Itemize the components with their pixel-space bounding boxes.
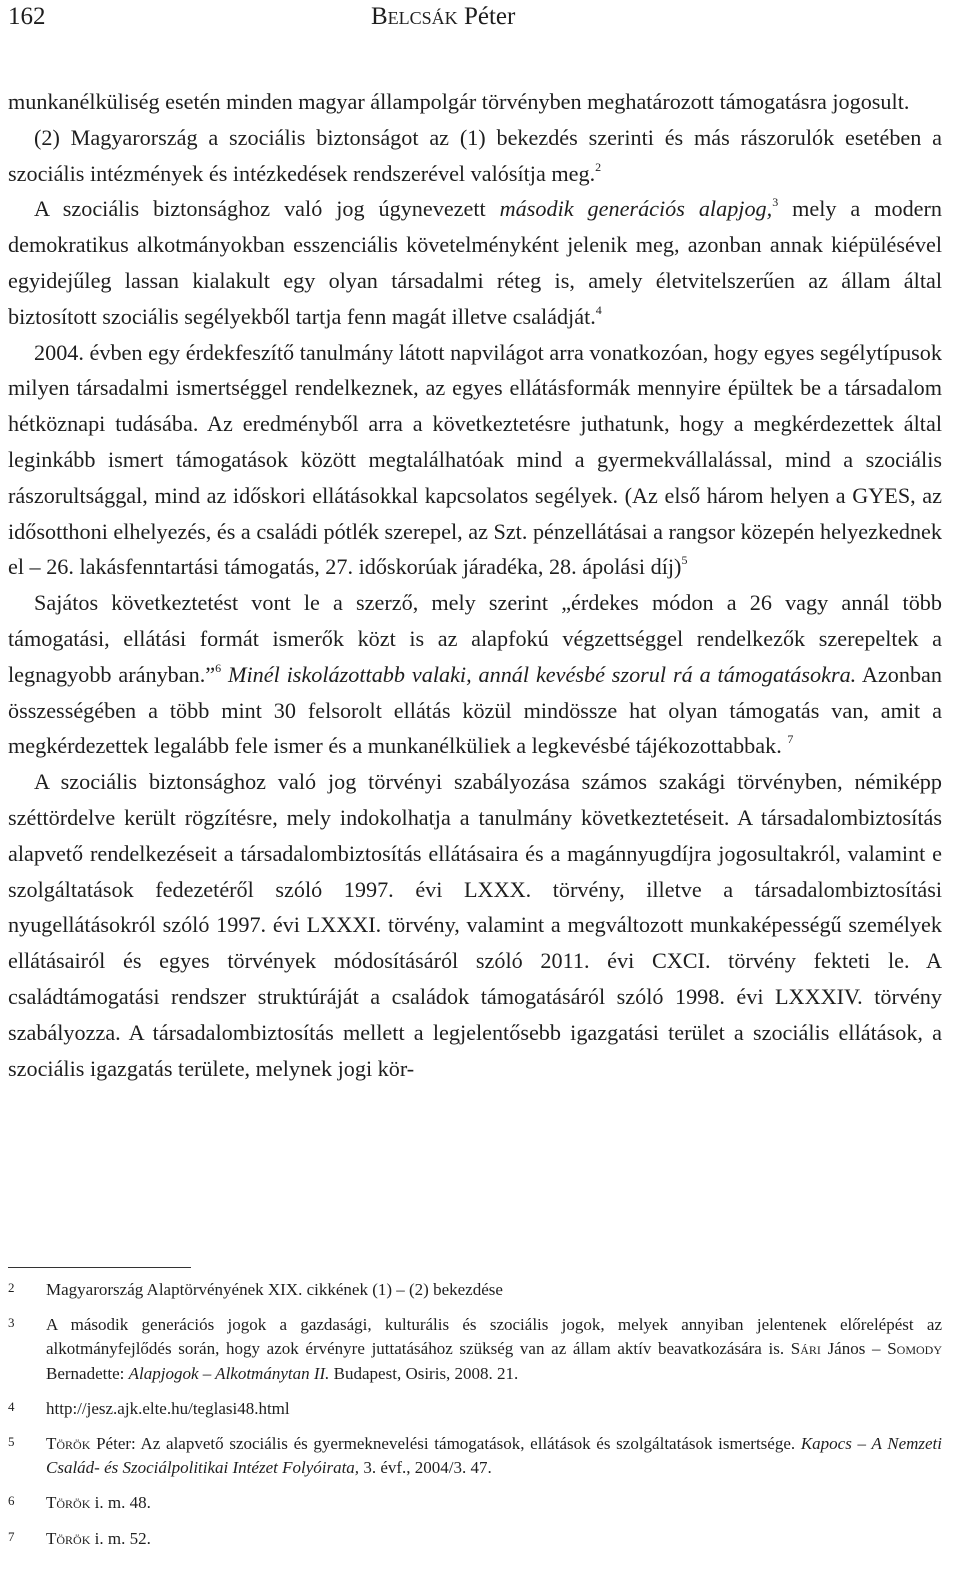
paragraph-5-emphasis: Minél iskolázottabb valaki, annál kevésbé szorul rá a támogatásokra. (221, 661, 857, 687)
footnote-number: 5 (8, 1434, 15, 1450)
paragraph-3-text-a: A szociális biztonsághoz való jog úgynevezett (34, 196, 500, 222)
footnotes (8, 1278, 942, 1562)
cited-author-surname: Török (46, 1528, 91, 1548)
paragraph-6 (8, 764, 942, 1086)
cited-book-title: Alapjogok – Alkotmánytan II. (128, 1363, 330, 1383)
footnote-text: i. m. 52. (90, 1528, 151, 1548)
paragraph-4 (8, 335, 942, 586)
footnote-number: 2 (8, 1280, 15, 1295)
paragraph-6-text: A szociális biztonsághoz való jog törvényi szabályozása számos szakági törvényben, némiképp széttördelve került rögzítésre, mely indokolhatja a tanulmány következtetéseit. A társadalombiztosítás alapvető rendelkezéseit a társadalombiztosítás ellátásaira és a magánnyugdíjra jogosultakról, valamint e szolgáltatások fedezetéről szóló 1997. évi LXXX. törvény, illetve a társadalombiztosítási nyugellátásokról szóló 1997. évi LXXXI. törvény, valamint a megváltozott munkaképességű személyek ellátásairól és egyes törvények módosításáról szóló 2011. évi CXCI. törvény fekteti le. A családtámogatási rendszer struktúráját a családok támogatásáról szóló 1998. évi LXXXIV. törvény szabályozza. A társadalombiztosítás mellett a legjelentősebb igazgatási terület a szociális ellátások, a szociális igazgatás területe, melynek jogi kör- (8, 769, 942, 1081)
footnote-text: János – (820, 1339, 888, 1359)
footnote-url-link[interactable]: http://jesz.ajk.elte.hu/teglasi48.html (46, 1398, 290, 1418)
author-surname: Belcsák (371, 3, 458, 30)
paragraph-3 (8, 191, 942, 334)
footnote-number: 3 (8, 1315, 15, 1331)
footnote-text: Bernadette: (46, 1363, 129, 1383)
footnote-ref-4[interactable]: 4 (595, 302, 602, 317)
footnote-text: Budapest, Osiris, 2008. 21. (329, 1363, 519, 1383)
page-number: 162 (8, 3, 46, 30)
footnote-4 (8, 1397, 942, 1421)
footnote-number: 6 (8, 1493, 15, 1509)
paragraph-5-text: Azonban összességében a több mint 30 felsorolt ellátás közül mindössze hat olyan támogatás van, amit a megkérdezettek legalább fele ismer és a munkanélküliek a legkevésbé tájékozottabbak. (8, 661, 942, 759)
cited-author-surname: Török (46, 1434, 91, 1454)
cited-author-surname: Sári (790, 1339, 821, 1359)
footnote-ref-6[interactable]: 6 (215, 660, 222, 675)
footnote-number: 4 (8, 1398, 15, 1414)
paragraph-5 (8, 585, 942, 764)
running-head-author (371, 2, 515, 32)
paragraph-2-text: (2) Magyarország a szociális biztonságot az (1) bekezdés szerinti és más rászorulók esetében a szociális intézmények és intézkedések rendszerével valósítja meg. (8, 124, 942, 186)
footnote-7 (8, 1527, 942, 1551)
footnote-2 (8, 1278, 942, 1302)
footnote-number: 7 (8, 1528, 15, 1544)
footnote-ref-7[interactable]: 7 (787, 732, 794, 747)
cited-journal-title: Kapocs – A Nemzeti Család- és Szociálpolitikai Intézet Folyóirata, (46, 1434, 942, 1478)
author-given-name: Péter (463, 3, 516, 30)
cited-author-surname: Somody (887, 1339, 942, 1359)
footnote-ref-2[interactable]: 2 (595, 159, 602, 174)
footnote-3 (8, 1313, 942, 1386)
cited-author-surname: Török (46, 1493, 91, 1513)
paragraph-5-quote: Sajátos következtetést vont le a szerző, mely szerint „érdekes módon a 26 vagy annál több támogatási, ellátási formát ismerők közt is az alapfokú végzettséggel rendelkezők szerepeltek a legnagyobb arányban.” (8, 590, 942, 687)
footnote-5 (8, 1432, 942, 1480)
paragraph-4-text: 2004. évben egy érdekfeszítő tanulmány látott napvilágot arra vonatkozóan, hogy egyes segélytípusok milyen társadalmi ismertséggel rendelkeznek, az egyes ellátásformák mennyire épültek be a társadalom hétköznapi tudásába. Az eredményből arra a következtetésre juthatunk, hogy a megkérdezettek által leginkább ismert támogatások között megtalálhatóak mind a gyermekvállalással, mind a szociális rászorultsággal, mind az időskori ellátásokkal kapcsolatos segélyek. (Az első három helyen a GYES, az idősotthoni elhelyezés, és a családi pótlék szerepel, az Szt. pénzellátásai a rangsor közepén helyezkednek el – 26. lakásfenntartási támogatás, 27. időskorúak járadéka, 28. ápolási díj) (8, 339, 942, 580)
footnote-ref-5[interactable]: 5 (681, 553, 688, 568)
paragraph-1-text: munkanélküliség esetén minden magyar állampolgár törvényben meghatározott támogatásra jogosult. (8, 89, 910, 114)
footnote-text: A második generációs jogok a gazdasági, kulturális és szociális jogok, melyek annyiban jelentenek előrelépést az alkotmányfejlődés során, hogy azok érvényre juttatásához szükség van az állam aktív beavatkozására is. (46, 1315, 942, 1359)
footnote-text: Péter: Az alapvető szociális és gyermeknevelési támogatások, ellátások és szolgáltatások ismertsége. (90, 1434, 801, 1454)
paragraph-2 (8, 120, 942, 192)
paragraph-1 (8, 84, 942, 120)
footnote-ref-3[interactable]: 3 (772, 195, 779, 210)
paragraph-3-emphasis: második generációs alapjog, (499, 196, 773, 222)
footnote-6 (8, 1491, 942, 1515)
footnote-separator (8, 1267, 191, 1268)
footnote-text: i. m. 48. (90, 1493, 151, 1513)
body-text (8, 84, 942, 1086)
footnote-text: Magyarország Alaptörvényének XIX. cikkének (1) – (2) bekezdése (46, 1280, 503, 1299)
paragraph-3-text-b: mely a modern demokratikus alkotmányokban esszenciális követelményként jelenik meg, azonban annak kiépülésével egyidejűleg lassan kialakult egy olyan társadalmi réteg is, amely életvitelszerűen az állam által biztosított szociális segélyekből tartja fenn magát illetve családját. (8, 196, 942, 329)
footnote-text: 3. évf., 2004/3. 47. (359, 1458, 492, 1478)
